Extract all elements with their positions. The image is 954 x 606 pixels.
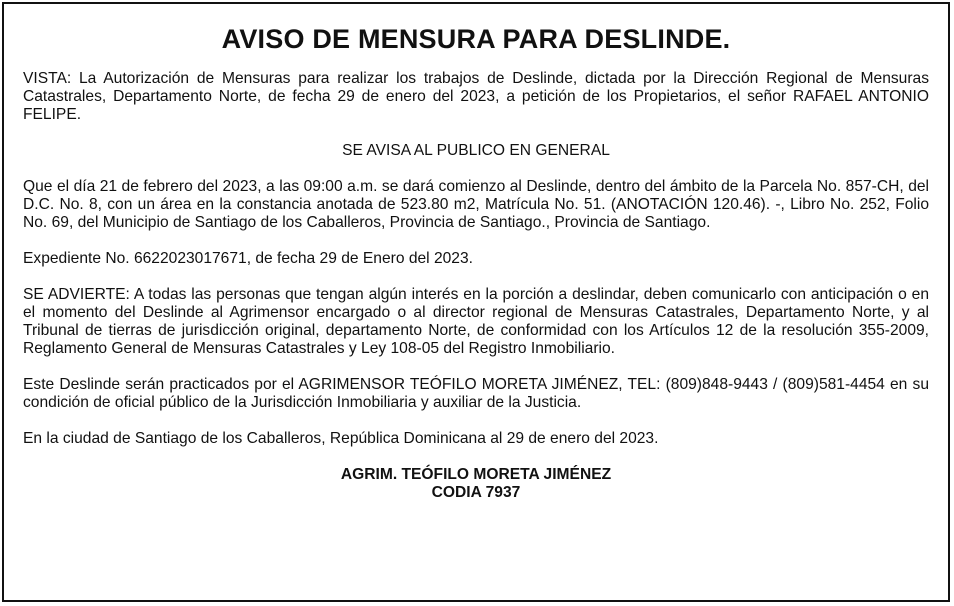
paragraph-este: Este Deslinde serán practicados por el AGRIMENSOR TEÓFILO MORETA JIMÉNEZ, TEL: (809)848-9443 / (809)581-4454 en su condición de oficial público de la Jurisdicción Inmobiliaria y auxiliar de la Justicia. <box>23 376 929 411</box>
spacer <box>23 448 929 466</box>
spacer <box>23 268 929 286</box>
spacer <box>23 124 929 142</box>
spacer <box>23 232 929 250</box>
notice-frame <box>2 2 950 602</box>
paragraph-ciudad: En la ciudad de Santiago de los Caballeros, República Dominicana al 29 de enero del 2023. <box>23 430 659 447</box>
paragraph-expediente: Expediente No. 6622023017671, de fecha 29 de Enero del 2023. <box>23 250 473 267</box>
spacer <box>23 358 929 376</box>
spacer <box>23 412 929 430</box>
signature-codia: CODIA 7937 <box>431 484 521 501</box>
paragraph-que: Que el día 21 de febrero del 2023, a las 09:00 a.m. se dará comienzo al Deslinde, dentro del ámbito de la Parcela No. 857-CH, del D.C. No. 8, con un área en la constancia anotada de 523.80 m2, Matrícula No. 51. (ANOTACIÓN 120.46). -, Libro No. 252, Folio No. 69, del Municipio de Santiago de los Caballeros, Provincia de Santiago., Provincia de Santiago. <box>23 178 929 231</box>
spacer <box>23 160 929 178</box>
paragraph-advierte: SE ADVIERTE: A todas las personas que tengan algún interés en la porción a deslindar, deben comunicarlo con anticipación o en el momento del Deslinde al Agrimensor encargado o al director regional de Mensuras Catastrales, Departamento Norte, y al Tribunal de tierras de jurisdicción original, departamento Norte, de conformidad con los Artículos 12 de la resolución 355-2009, Reglamento General de Mensuras Catastrales y Ley 108-05 del Registro Inmobiliario. <box>23 286 929 357</box>
paragraph-aviso: SE AVISA AL PUBLICO EN GENERAL <box>342 142 610 159</box>
paragraph-vista: VISTA: La Autorización de Mensuras para realizar los trabajos de Deslinde, dictada por la Dirección Regional de Mensuras Catastrales, Departamento Norte, de fecha 29 de enero del 2023, a petición de los Propietarios, el señor RAFAEL ANTONIO FELIPE. <box>23 70 929 123</box>
signature-name: AGRIM. TEÓFILO MORETA JIMÉNEZ <box>340 466 612 483</box>
notice-title: AVISO DE MENSURA PARA DESLINDE. <box>221 24 731 54</box>
notice-body <box>23 70 929 502</box>
